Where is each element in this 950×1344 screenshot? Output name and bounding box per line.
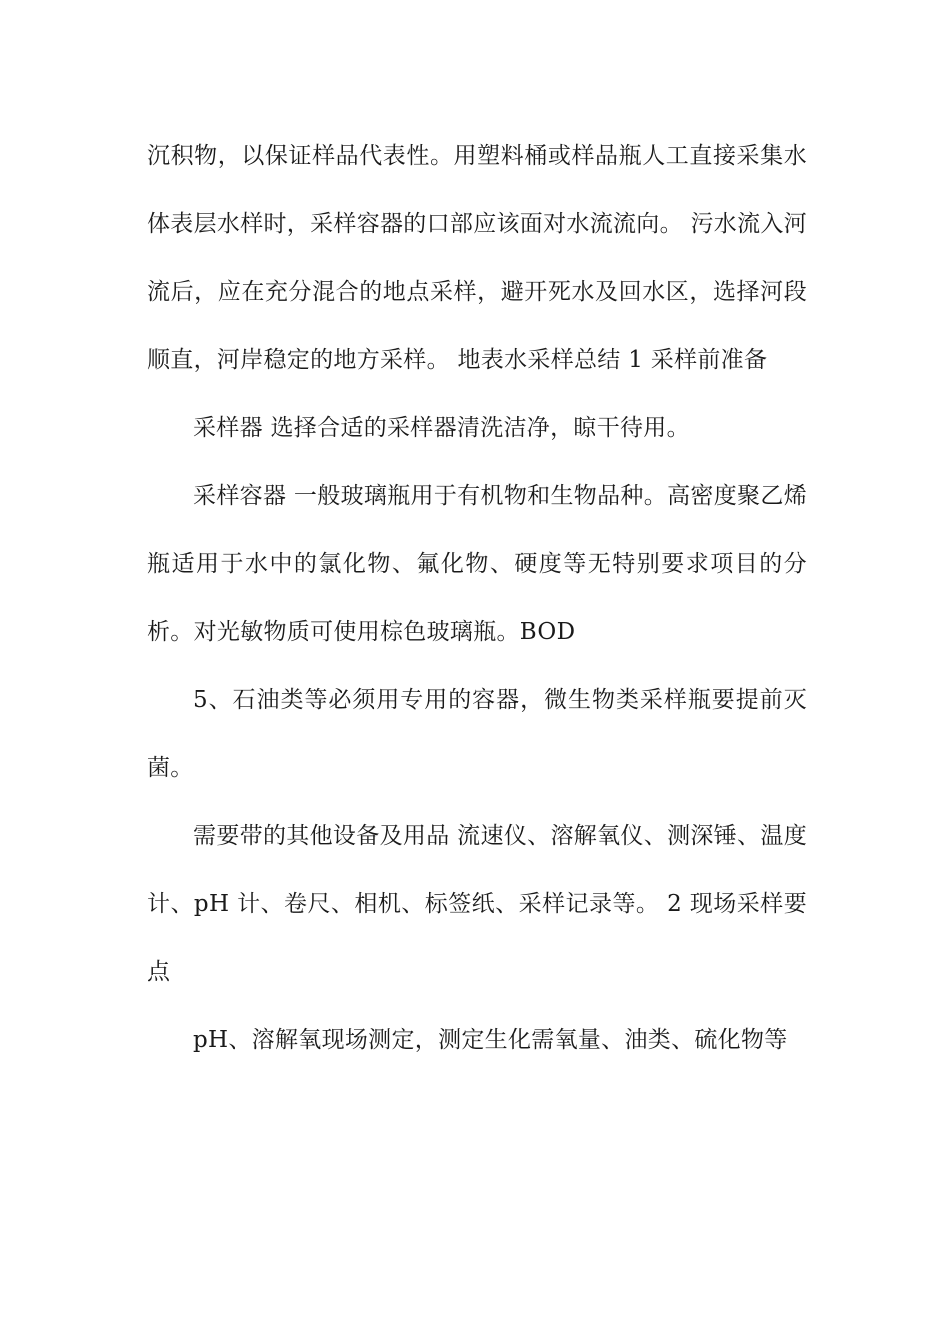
paragraph-special-containers: 5、石油类等必须用专用的容器，微生物类采样瓶要提前灭菌。: [147, 687, 807, 781]
paragraph-sediment-sampling: 沉积物，以保证样品代表性。用塑料桶或样品瓶人工直接采集水体表层水样时，采样容器的口部应该面对水流流向。 污水流入河流后，应在充分混合的地点采样，避开死水及回水区，选择河段顺直，河岸稳定的地方采样。 地表水采样总结 1 采样前准备: [147, 143, 808, 373]
paragraph-other-equipment: 需要带的其他设备及用品 流速仪、溶解氧仪、测深锤、温度计、pH 计、卷尺、相机、标签纸、采样记录等。 2 现场采样要点: [147, 823, 807, 985]
paragraph-sampler: 采样器 选择合适的采样器清洗洁净，晾干待用。: [193, 415, 690, 441]
document-body: [147, 122, 807, 1074]
paragraph-sampling-container: 采样容器 一般玻璃瓶用于有机物和生物品种。高密度聚乙烯瓶适用于水中的氯化物、氟化物、硬度等无特别要求项目的分析。对光敏物质可使用棕色玻璃瓶。BOD: [147, 483, 807, 645]
paragraph-field-measurement: pH、溶解氧现场测定，测定生化需氧量、油类、硫化物等: [193, 1027, 788, 1053]
